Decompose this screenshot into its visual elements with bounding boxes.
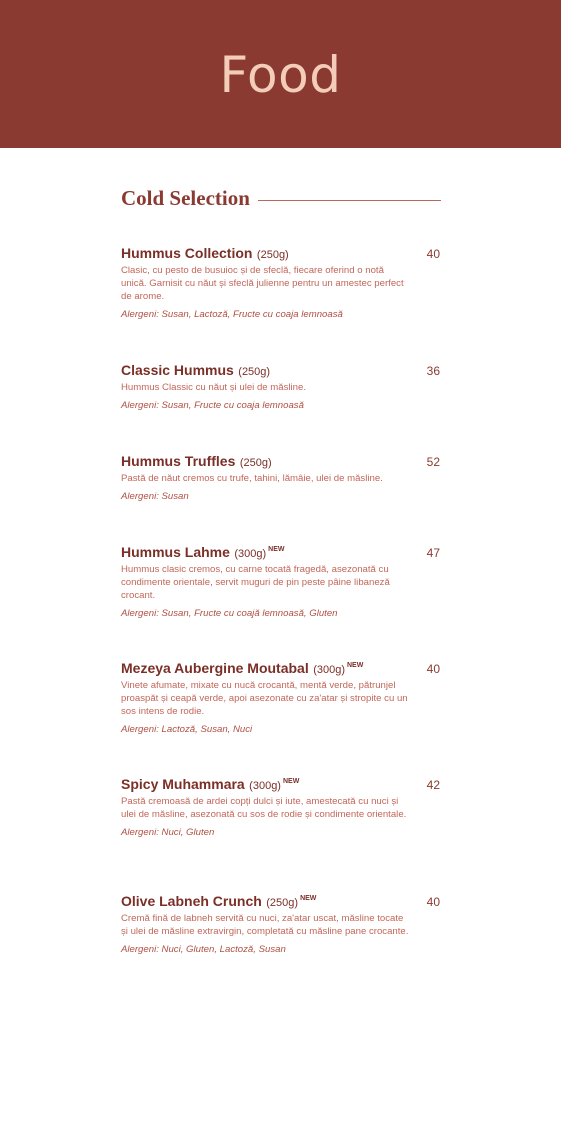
item-title <box>121 776 299 794</box>
item-allergens: Alergeni: Nuci, Gluten <box>121 827 215 838</box>
new-badge: NEW <box>282 778 300 785</box>
item-name: Hummus Lahme <box>121 544 230 560</box>
item-price: 42 <box>426 778 440 792</box>
menu-item-hummus-collection <box>121 245 441 320</box>
item-weight: (250g) <box>239 457 272 469</box>
item-title <box>121 893 316 911</box>
item-price: 47 <box>426 546 440 560</box>
menu-item-hummus-truffles <box>121 453 441 502</box>
item-price: 40 <box>426 662 440 676</box>
item-allergens: Alergeni: Nuci, Gluten, Lactoză, Susan <box>121 944 286 955</box>
item-allergens: Alergeni: Lactoză, Susan, Nuci <box>121 724 253 735</box>
menu-item-mezeya-aubergine-moutabal <box>121 660 441 735</box>
item-weight: (250g) <box>238 366 271 378</box>
item-title <box>121 660 363 678</box>
menu-item-hummus-lahme <box>121 544 441 619</box>
item-description: Pastă de năut cremos cu trufe, tahini, lămâie, ulei de măsline. <box>121 473 383 484</box>
item-name: Hummus Collection <box>121 245 253 261</box>
item-price: 40 <box>426 247 440 261</box>
item-allergens: Alergeni: Susan, Fructe cu coajă lemnoasă, Gluten <box>121 608 338 619</box>
item-allergens: Alergeni: Susan <box>121 491 189 502</box>
item-description: Cremă fină de labneh servită cu nuci, za'atar uscat, măsline tocate și ulei de măsline extravirgin, completată cu măsline pane crocante. <box>121 913 409 937</box>
item-allergens: Alergeni: Susan, Fructe cu coaja lemnoasă <box>121 400 304 411</box>
menu-item-classic-hummus <box>121 362 441 411</box>
item-title <box>121 453 272 471</box>
section-divider <box>258 200 441 201</box>
item-name: Olive Labneh Crunch <box>121 893 262 909</box>
page-header <box>0 0 561 148</box>
item-name: Mezeya Aubergine Moutabal <box>121 660 309 676</box>
item-name: Classic Hummus <box>121 362 234 378</box>
new-badge: NEW <box>300 895 317 902</box>
section-title: Cold Selection <box>121 186 250 210</box>
item-description: Vinete afumate, mixate cu nucă crocantă, mentă verde, pătrunjel proaspăt și ceapă verde, apoi asezonate cu za'atar și stropite cu un sos intens de rodie. <box>121 680 408 717</box>
new-badge: NEW <box>347 662 364 669</box>
item-title <box>121 362 270 380</box>
item-title <box>121 544 285 562</box>
item-weight: (250g) <box>256 249 289 261</box>
item-description: Pastă cremoasă de ardei copți dulci și iute, amestecată cu nuci și ulei de măsline, asezonată cu sos de rodie și condimente orientale. <box>121 796 407 820</box>
item-name: Hummus Truffles <box>121 453 236 469</box>
item-description: Hummus clasic cremos, cu carne tocată fragedă, asezonată cu condimente orientale, servit muguri de pin peste pâine libaneză crocant. <box>121 564 390 601</box>
item-price: 52 <box>426 455 440 469</box>
item-price: 40 <box>426 895 440 909</box>
item-description: Clasic, cu pesto de busuioc și de sfeclă, fiecare oferind o notă unică. Garnisit cu năut și sfeclă julienne pentru un amestec perfect de arome. <box>121 265 404 302</box>
item-name: Spicy Muhammara <box>121 776 245 792</box>
item-price: 36 <box>426 364 440 378</box>
menu-item-olive-labneh-crunch <box>121 893 441 955</box>
new-badge: NEW <box>268 546 285 553</box>
menu-item-spicy-muhammara <box>121 776 441 838</box>
item-description: Hummus Classic cu năut și ulei de măsline. <box>121 382 307 393</box>
item-allergens: Alergeni: Susan, Lactoză, Fructe cu coaja lemnoasă <box>121 309 343 320</box>
item-weight: (300g) <box>313 664 345 676</box>
item-title <box>121 245 289 263</box>
section-heading <box>121 186 441 211</box>
item-weight: (300g) <box>249 780 281 792</box>
item-weight: (250g) <box>266 897 299 909</box>
item-weight: (300g) <box>234 548 267 560</box>
page-title: Food <box>219 46 342 104</box>
